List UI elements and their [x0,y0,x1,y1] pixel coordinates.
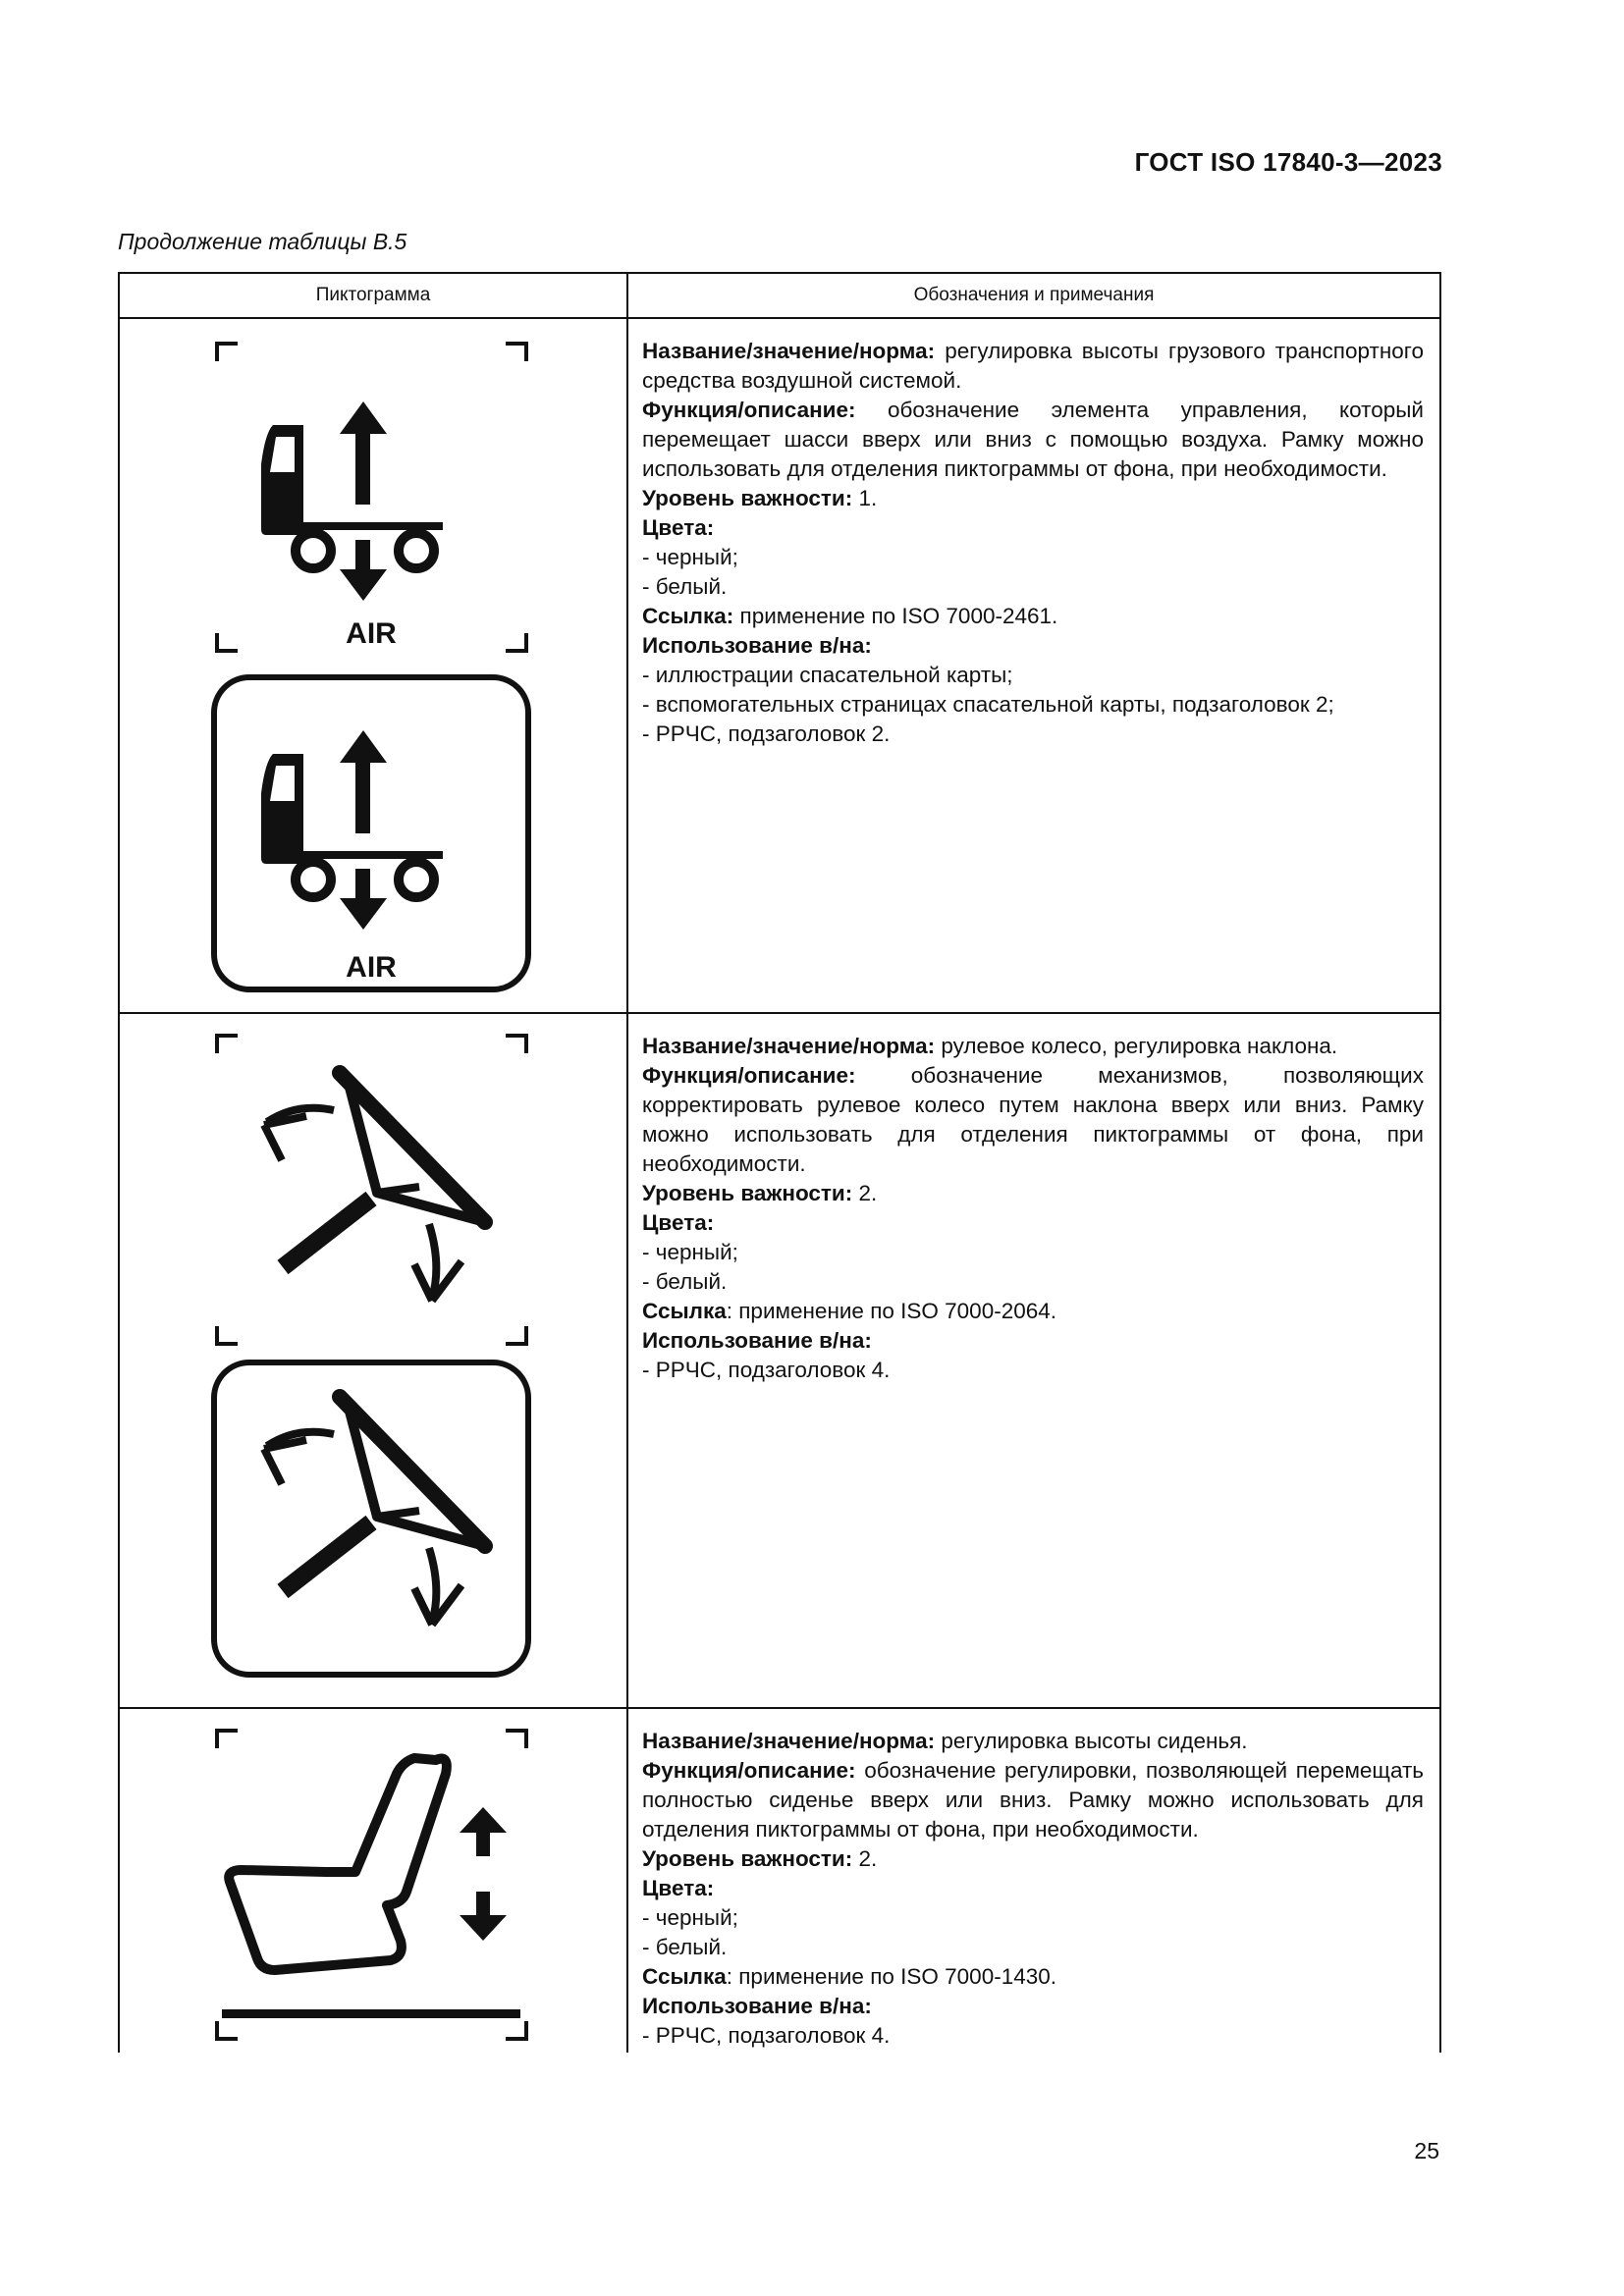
name-value: регулировка высоты грузового транспортного средства воздушной системой. [642,339,1424,393]
notes-cell [627,1708,1440,2053]
importance-value: 2. [858,1181,878,1205]
usage-label: Использование в/на: [642,1328,872,1353]
table-caption: Продолжение таблицы B.5 [118,229,407,254]
function-value: обозначение механизмов, позволяющих корректировать рулевое колесо путем наклона вверх или вниз. Рамку можно использовать для отделения пиктограммы от фона, при необходимости. [642,1063,1424,1176]
function-label: Функция/описание: [642,1758,856,1783]
list-item: - вспомогательных страницах спасательной карты, подзаголовок 2; [642,692,1334,717]
importance-value: 1. [858,486,878,510]
truck-symbol [260,401,443,601]
usage-label: Использование в/на: [642,633,872,658]
list-item: - белый. [642,1269,728,1294]
list-item: - РРЧС, подзаголовок 2. [642,721,891,746]
standard-designation: ГОСТ ISO 17840-3—2023 [1134,147,1442,177]
pictogram-table [118,272,1441,2053]
rounded-frame [214,1362,528,1675]
colors-label: Цвета: [642,1210,715,1235]
steering-wheel-symbol-framed [264,1397,485,1625]
usage-label: Использование в/на: [642,1994,872,2018]
page-number: 25 [1414,2138,1439,2163]
column-header-pictogram: Пиктограмма [119,273,627,318]
list-item: - РРЧС, подзаголовок 4. [642,2023,891,2048]
list-item: - черный; [642,1240,738,1264]
name-label: Название/значение/норма: [642,1729,936,1753]
reference-label: Ссылка [642,1299,727,1323]
importance-label: Уровень важности: [642,486,853,510]
seat-symbol [222,1758,520,2018]
frame-corner-marks [217,1731,526,2039]
table-row [119,1708,1440,2053]
steering-wheel-symbol [264,1073,485,1301]
truck-air-height-icon [120,319,628,1012]
importance-label: Уровень важности: [642,1181,853,1205]
list-item: - белый. [642,1935,728,1959]
reference-value: применение по ISO 7000-2461. [739,604,1058,628]
function-label: Функция/описание: [642,1063,856,1088]
table-header-row [119,273,1440,318]
notes-cell [627,318,1440,1013]
importance-label: Уровень важности: [642,1846,853,1871]
column-header-notes: Обозначения и примечания [627,273,1440,318]
notes-cell [627,1013,1440,1708]
truck-symbol-framed [260,730,443,930]
colors-label: Цвета: [642,1876,715,1900]
reference-label: Ссылка: [642,604,734,628]
air-label: AIR [346,617,397,650]
list-item: - РРЧС, подзаголовок 4. [642,1358,891,1382]
pictogram-cell [119,1013,627,1708]
reference-label: Ссылка [642,1964,727,1989]
table-row [119,1013,1440,1708]
list-item: - черный; [642,1905,738,1930]
air-label-framed: AIR [346,951,397,984]
pictogram-cell [119,1708,627,2053]
name-value: регулировка высоты сиденья. [941,1729,1248,1753]
table-row [119,318,1440,1013]
function-value: обозначение элемента управления, который перемещает шасси вверх или вниз с помощью воздуха. Рамку можно использовать для отделения пиктограммы от фона, при необходимости. [642,398,1424,481]
colors-label: Цвета: [642,515,715,540]
list-item: - белый. [642,574,728,599]
name-label: Название/значение/норма: [642,339,936,363]
list-item: - иллюстрации спасательной карты; [642,663,1013,687]
reference-value: : применение по ISO 7000-1430. [726,1964,1057,1989]
list-item: - черный; [642,545,738,569]
name-value: рулевое колесо, регулировка наклона. [941,1034,1338,1058]
seat-height-icon [120,1709,628,2053]
steering-wheel-tilt-icon [120,1014,628,1707]
reference-value: : применение по ISO 7000-2064. [726,1299,1057,1323]
importance-value: 2. [858,1846,878,1871]
function-value: обозначение регулировки, позволяющей перемещать полностью сиденье вверх или вниз. Рамку можно использовать для отделения пиктограммы от фона, при необходимости. [642,1758,1424,1842]
pictogram-cell [119,318,627,1013]
function-label: Функция/описание: [642,398,856,422]
name-label: Название/значение/норма: [642,1034,936,1058]
